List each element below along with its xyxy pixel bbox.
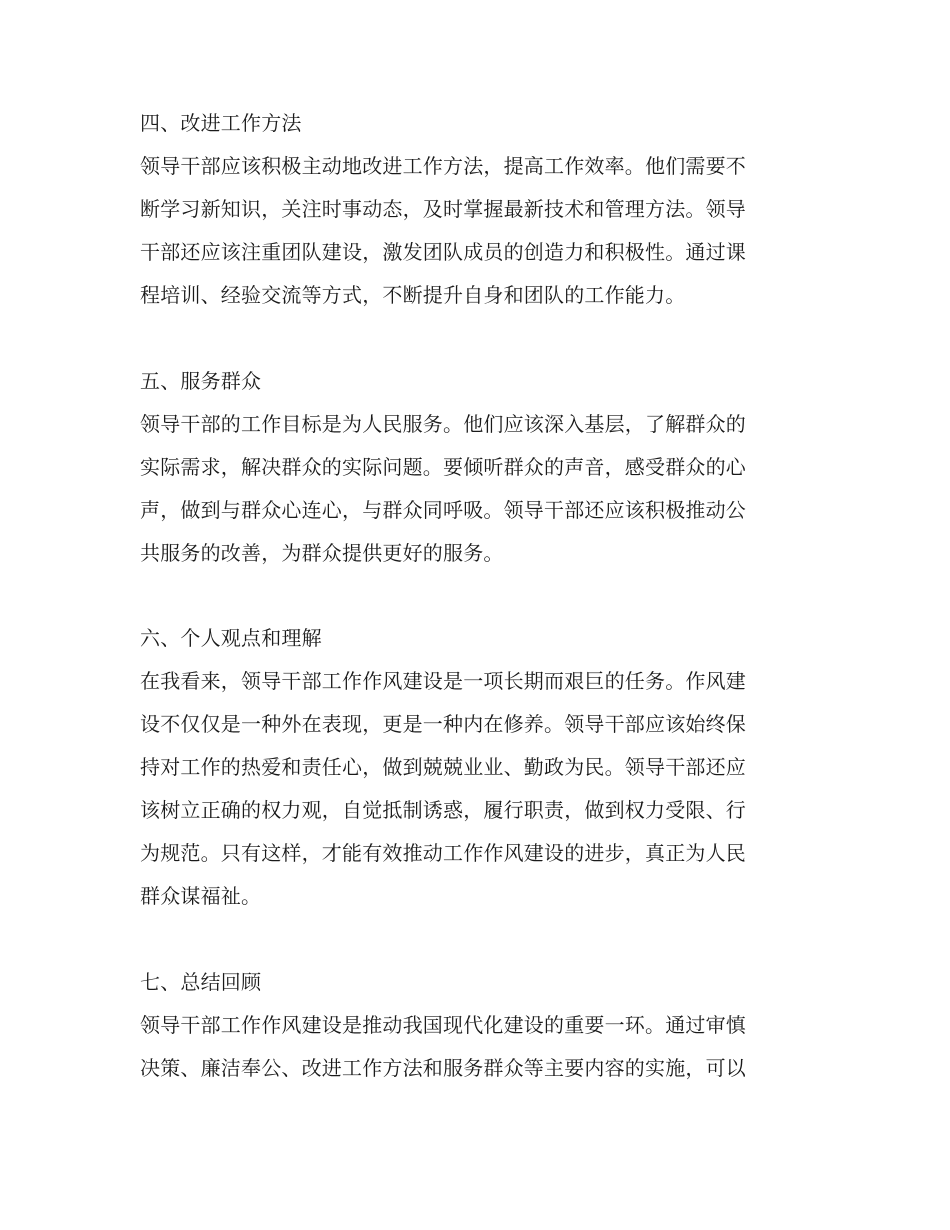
section-personal-views: [140, 617, 800, 918]
paragraph-line: 群众谋福祉。: [140, 884, 262, 908]
paragraph-line: 程培训、经验交流等方式，不断提升自身和团队的工作能力。: [140, 283, 686, 307]
paragraph-line: 该树立正确的权力观，自觉抵制诱惑，履行职责，做到权力受限、行: [140, 798, 746, 822]
paragraph-line: 在我看来，领导干部工作作风建设是一项长期而艰巨的任务。作风建: [140, 669, 746, 693]
section-heading: 六、个人观点和理解: [140, 626, 322, 650]
paragraph-line: 为规范。只有这样，才能有效推动工作作风建设的进步，真正为人民: [140, 841, 746, 865]
paragraph-line: 声，做到与群众心连心，与群众同呼吸。领导干部还应该积极推动公: [140, 498, 746, 522]
section-summary-review: [140, 961, 800, 1090]
section-heading: 七、总结回顾: [140, 970, 262, 994]
paragraph-line: 领导干部工作作风建设是推动我国现代化建设的重要一环。通过审慎: [140, 1013, 746, 1037]
paragraph-line: 决策、廉洁奉公、改进工作方法和服务群众等主要内容的实施，可以: [140, 1056, 746, 1080]
section-heading: 四、改进工作方法: [140, 111, 302, 135]
paragraph-line: 共服务的改善，为群众提供更好的服务。: [140, 541, 504, 565]
paragraph-line: 领导干部的工作目标是为人民服务。他们应该深入基层，了解群众的: [140, 412, 746, 436]
paragraph-line: 持对工作的热爱和责任心，做到兢兢业业、勤政为民。领导干部还应: [140, 755, 746, 779]
section-serve-the-masses: [140, 360, 800, 575]
section-improve-work-methods: [140, 102, 800, 317]
paragraph-line: 设不仅仅是一种外在表现，更是一种内在修养。领导干部应该始终保: [140, 712, 746, 736]
paragraph-line: 实际需求，解决群众的实际问题。要倾听群众的声音，感受群众的心: [140, 455, 746, 479]
paragraph-line: 断学习新知识，关注时事动态，及时掌握最新技术和管理方法。领导: [140, 197, 746, 221]
section-heading: 五、服务群众: [140, 369, 262, 393]
paragraph-line: 干部还应该注重团队建设，激发团队成员的创造力和积极性。通过课: [140, 240, 746, 264]
paragraph-line: 领导干部应该积极主动地改进工作方法，提高工作效率。他们需要不: [140, 154, 746, 178]
